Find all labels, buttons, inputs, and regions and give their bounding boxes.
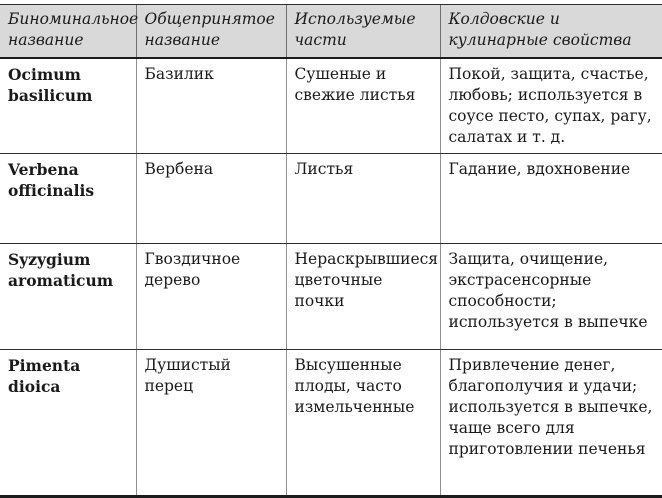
table-header-row	[0, 5, 662, 59]
table-row	[0, 154, 662, 244]
column-header-binomial-name: Биноминальное название	[0, 5, 136, 59]
column-header-properties: Колдовские и кулинарные свойства	[440, 5, 662, 59]
table-row	[0, 58, 662, 154]
cell-common-name: Душистый перец	[136, 350, 286, 497]
cell-binomial-name: Verbena officinalis	[0, 154, 136, 244]
cell-common-name: Вербена	[136, 154, 286, 244]
column-header-common-name: Общепринятое название	[136, 5, 286, 59]
table-row	[0, 244, 662, 350]
cell-used-parts: Листья	[286, 154, 440, 244]
cell-binomial-name: Ocimum basilicum	[0, 58, 136, 154]
cell-binomial-name: Syzygium aromaticum	[0, 244, 136, 350]
cell-binomial-name: Pimenta dioica	[0, 350, 136, 497]
cell-common-name: Гвоздичное дерево	[136, 244, 286, 350]
cell-properties: Гадание, вдохновение	[440, 154, 662, 244]
cell-properties: Покой, защита, счастье, любовь; используется в соусе песто, супах, рагу, салатах и т. д.	[440, 58, 662, 154]
column-header-used-parts: Используемые части	[286, 5, 440, 59]
cell-properties: Привлечение денег, благополучия и удачи; используется в выпечке, чаще всего для приготовлении печенья	[440, 350, 662, 497]
table-row	[0, 350, 662, 497]
herbs-table	[0, 4, 662, 498]
cell-used-parts: Нераскрывшиеся цветочные почки	[286, 244, 440, 350]
cell-common-name: Базилик	[136, 58, 286, 154]
cell-properties: Защита, очищение, экстрасенсорные способности; используется в выпечке	[440, 244, 662, 350]
cell-used-parts: Сушеные и свежие листья	[286, 58, 440, 154]
cell-used-parts: Высушенные плоды, часто измельченные	[286, 350, 440, 497]
